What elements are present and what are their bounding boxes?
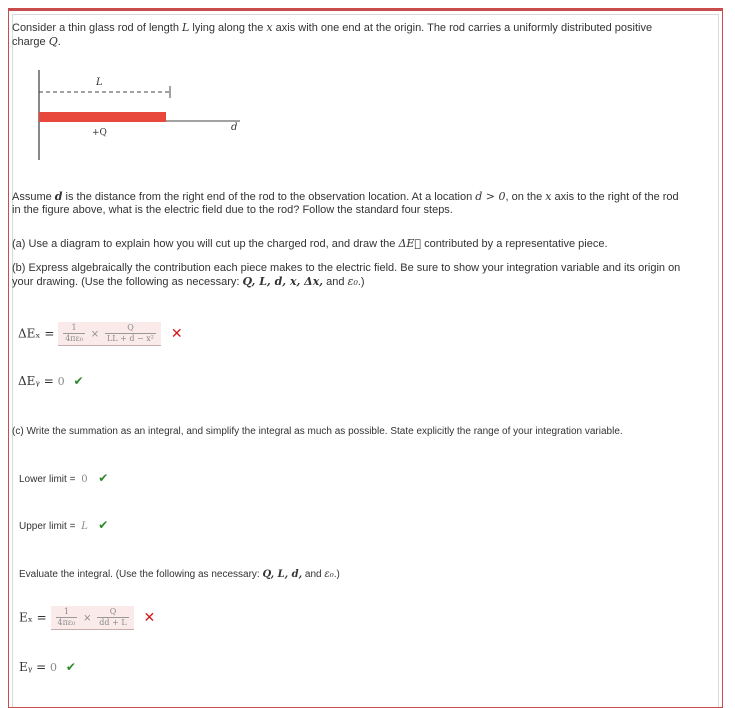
evaluate-part: and (302, 569, 325, 580)
assume-part: Assume (12, 191, 55, 203)
intro-part: charge (12, 36, 49, 48)
epsilon-naught: ε₀ (324, 569, 334, 580)
evaluate-part: Evaluate the integral. (Use the following as necessary: (19, 569, 263, 580)
lower-limit-label: Lower limit = (19, 474, 79, 485)
upper-limit-label: Upper limit = (19, 521, 79, 532)
ex-label: Eₓ = (19, 610, 47, 625)
delta-e-vector: ΔE⃗ (398, 237, 422, 250)
check-icon: ✔ (73, 374, 84, 388)
assume-part: axis to the right of the rod (551, 191, 679, 203)
fraction-coulomb (56, 607, 78, 628)
intro-part: lying along the (189, 22, 267, 34)
assume-part: , on the (505, 191, 546, 203)
intro-text (12, 21, 702, 49)
check-icon: ✔ (98, 471, 109, 485)
ey-row (19, 660, 76, 674)
delta-ey-row (18, 374, 84, 388)
frac-den: 4πε₀ (65, 334, 83, 343)
ex-answer-field[interactable] (51, 606, 134, 630)
frac-num: 1 (63, 607, 69, 616)
epsilon-naught: ε₀ (347, 275, 358, 288)
ex-row (19, 606, 155, 630)
part-b-part: (b) Express algebraically the contribution each piece makes to the electric field. Be sure to show your integration variable and its origin on (12, 262, 681, 274)
part-a-part: contributed by a representative piece. (421, 238, 608, 250)
check-icon: ✔ (65, 660, 76, 674)
cross-icon: ✕ (143, 609, 156, 626)
delta-ey-label: ΔEᵧ = (18, 374, 54, 388)
ey-label: Eᵧ = (19, 660, 47, 674)
var-d: d (54, 190, 63, 203)
part-b-part: your drawing. (Use the following as necessary: (12, 276, 243, 288)
delta-ex-label: ΔEₓ = (18, 326, 55, 341)
frac-den: dd + L (99, 618, 127, 627)
part-b-part: .) (357, 276, 365, 288)
intro-part: . (57, 36, 61, 48)
upper-limit-row (19, 518, 108, 532)
charged-rod (39, 112, 166, 122)
times-sign: × (90, 329, 100, 340)
frac-num: 1 (71, 323, 77, 332)
delta-ey-answer-field[interactable]: 0 (57, 375, 65, 388)
part-b-text (12, 262, 702, 289)
times-sign: × (83, 613, 92, 624)
fraction-charge (105, 323, 156, 344)
assume-part: in the figure above, what is the electric field due to the rod? Follow the standard four steps. (12, 204, 453, 216)
check-icon: ✔ (98, 518, 109, 532)
delta-ex-row (18, 322, 183, 346)
label-Q: +Q (92, 128, 107, 138)
assume-part: is the distance from the right end of the rod to the observation location. At a location (62, 191, 476, 203)
variable-list: Q, L, d, (262, 569, 303, 580)
part-c-text (12, 425, 702, 438)
lower-limit-field[interactable]: 0 (81, 474, 88, 485)
rod-diagram (30, 68, 250, 163)
intro-part: axis with one end at the origin. The rod carries a uniformly distributed positive (272, 22, 653, 34)
lower-limit-row (19, 471, 108, 485)
fraction-coulomb (63, 323, 85, 344)
condition-d: d > 0 (475, 190, 506, 203)
evaluate-text (19, 568, 709, 581)
frac-den: 4πε₀ (57, 618, 76, 627)
fraction-charge (97, 607, 128, 628)
label-L: L (96, 77, 103, 88)
frac-num: Q (127, 323, 134, 332)
frac-den: LL + d − x² (106, 334, 155, 343)
evaluate-part: .) (333, 569, 340, 580)
cross-icon: ✕ (170, 325, 183, 342)
intro-part: Consider a thin glass rod of length (12, 22, 182, 34)
frac-num: Q (109, 607, 117, 616)
var-x: x (266, 21, 273, 34)
part-a-part: (a) Use a diagram to explain how you will cut up the charged rod, and draw the (12, 238, 399, 250)
part-c-part: (c) Write the summation as an integral, and simplify the integral as much as possible. State explicitly the range of your integration variable. (12, 426, 623, 437)
var-Q: Q (48, 35, 58, 48)
assume-text (12, 190, 702, 217)
delta-ex-answer-field[interactable] (58, 322, 161, 346)
ey-answer-field[interactable]: 0 (49, 661, 57, 674)
label-d: d (231, 122, 238, 133)
var-L: L (182, 21, 190, 34)
part-b-part: and (323, 276, 348, 288)
upper-limit-field[interactable]: L (81, 521, 88, 532)
var-x: x (545, 190, 552, 203)
variable-list: Q, L, d, x, Δx, (242, 275, 324, 288)
part-a-text (12, 237, 702, 251)
